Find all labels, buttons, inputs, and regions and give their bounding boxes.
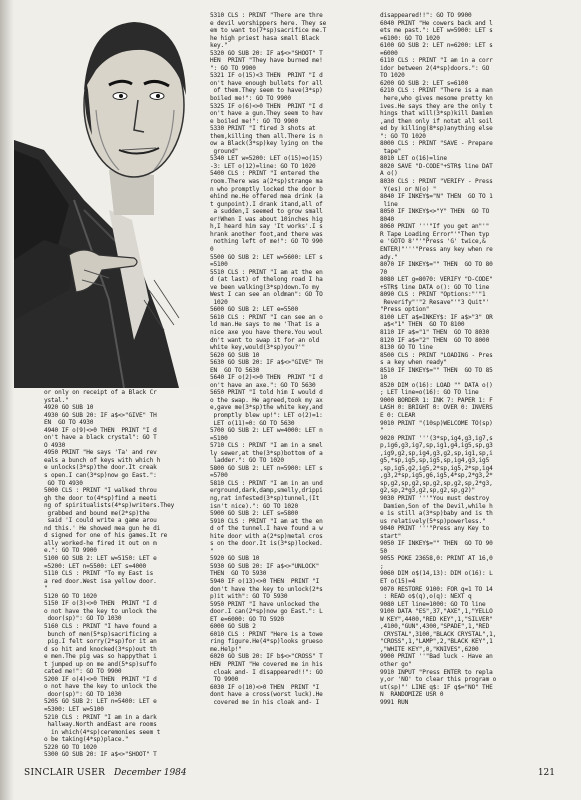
listing-line: 4920 GO SUB 10: [44, 404, 94, 412]
listing-line: sp,g2,sp,g2,sp,g2,sp,g2,sp,2*g3,: [380, 479, 493, 487]
listing-line: CRYSTAL",3100,"BLACK CRYSTAL",1,: [380, 630, 497, 638]
listing-line: ly sewer,at the(3*sp)bottom of a: [210, 449, 323, 457]
listing-line: ladder.": GO TO 1020: [210, 457, 284, 465]
listing-line: ets me past.": LET w=5900: LET s: [380, 27, 493, 35]
listing-line: e boiled me!": GO TO 9900: [210, 117, 298, 125]
listing-line: e is still a(3*sp)baby and is th: [380, 510, 493, 518]
listing-line: =5100: [210, 261, 228, 269]
listing-line: 9040 PRINT '''"Press any Key to: [380, 525, 490, 533]
listing-line: 6040 PRINT "He cowers back and l: [380, 19, 493, 27]
listing-line: h,I heard him say 'It works'.I s: [210, 223, 323, 231]
listing-line: line: [380, 200, 398, 208]
listing-line: ives.He says they are the only t: [380, 102, 493, 110]
listing-line: d (at last) of thelong road I ha: [210, 276, 323, 284]
listing-line: y,or 'NO' to clear this program o: [380, 676, 497, 684]
listing-line: key.": [210, 42, 228, 50]
listing-line: -3: LET o(12)=line: GO TO 1020: [210, 162, 316, 170]
listing-line: ": [44, 585, 48, 593]
listing-line: 6110 CLS : PRINT "I am in a corr: [380, 57, 493, 65]
listing-line: e devil worshippers here. They se: [210, 19, 327, 27]
listing-line: 5600 GO SUB 2: LET e=5500: [210, 306, 298, 314]
listing-line: of them.They seem to have(3*sp): [210, 87, 323, 95]
listing-line: W KEY",4400,"RED KEY",1,"SILVER": [380, 615, 493, 623]
listing-line: 5950 PRINT "I have unlocked the: [210, 600, 320, 608]
listing-line: ,ig9,g2,sp,ig4,g3,g2,sp,ig1,sp,i: [380, 449, 493, 457]
listing-line: d of the tunnel.I have found a w: [210, 525, 323, 533]
listing-line: o not have the key to unlock the: [44, 683, 157, 691]
page-number: 121: [537, 768, 555, 778]
listing-line: on't have enough bullets for all: [210, 79, 323, 87]
listing-line: 8020 SAVE "D-CODE"+STR$ line DAT: [380, 162, 493, 170]
listing-line: 6010 CLS : PRINT "Here is a towe: [210, 630, 323, 638]
listing-line: 6210 CLS : PRINT "There is a man: [380, 87, 493, 95]
listing-line: 8040 IF INKEY$="N" THEN GO TO 1: [380, 193, 493, 201]
listing-line: ET o(15)=4: [380, 578, 416, 586]
listing-line: ,"WHITE KEY",0,"KNIVES",6200: [380, 645, 479, 653]
listing-line: 5800 GO SUB 2: LET n=5900: LET s: [210, 464, 323, 472]
listing-line: LET o(11)=0: GO TO 5630: [210, 419, 295, 427]
listing-line: a$<"1" THEN GO TO 8100: [380, 321, 465, 329]
listing-line: ": [380, 427, 384, 435]
listing-line: 8510 IF INKEY$="" THEN GO TO 85: [380, 366, 493, 374]
listing-line: 8100 LET a$=INKEY$: IF a$>"3" OR: [380, 313, 493, 321]
listing-line: 5200 IF o(4)<>0 THEN PRINT "I d: [44, 675, 157, 683]
listing-line: erground,dark,damp,smelly,drippi: [210, 487, 323, 495]
listing-line: hite door with a(2*sp)metal cros: [210, 532, 323, 540]
listing-line: "CROSS",1,"LAMP",2,"BLACK KEY",1: [380, 638, 493, 646]
listing-line: 8080 LET g=8070: VERIFY "D-CODE": [380, 276, 493, 284]
listing-line: said 'I could write a game arou: [44, 517, 157, 525]
listing-line: us relatively(5*sp)powerless.": [380, 517, 486, 525]
listing-line: ;: [380, 562, 384, 570]
listing-line: 5210 CLS : PRINT "I am in a dark: [44, 713, 157, 721]
listing-line: nice axe you have there.You woul: [210, 328, 323, 336]
listing-line: +STR$ line DATA o(): GO TO line: [380, 283, 490, 291]
listing-line: Y(es) or N(o) ": [380, 185, 437, 193]
listing-line: 8090 CLS : PRINT "Options:"'"1: [380, 291, 486, 299]
listing-line: EN GO TO 4930: [44, 419, 94, 427]
listing-line: door.I can(2*sp)now go East.": L: [210, 608, 323, 616]
listing-line: Damien,Son of the Devil,while h: [380, 502, 493, 510]
listing-line: =5200: LET n=5500: LET s=4000: [44, 562, 147, 570]
listing-line: a sudden,I seemed to grow small: [210, 208, 323, 216]
listing-line: hallway.North andEast are rooms: [44, 721, 157, 729]
listing-line: or only on receipt of a Black Cr: [44, 389, 157, 396]
listing-line: 8520 DIM o(16): LOAD "" DATA o(): [380, 381, 493, 389]
listing-line: bunch of men(5*sp)sacrificing a: [44, 630, 157, 638]
listing-line: GO TO 4930: [44, 479, 83, 487]
listing-line: 5220 GO TO 1020: [44, 743, 97, 751]
listing-line: ve been walking(3*sp)down.To my: [210, 283, 320, 291]
listing-line: 5640 IF o(2)<>0 THEN PRINT "I d: [210, 374, 323, 382]
listing-line: t jumped up on me and(5*sp)suffo: [44, 660, 157, 668]
listing-line: 5320 GO SUB 20: IF a$<>"SHOOT" T: [210, 49, 323, 57]
listing-line: cated me!": GO TO 9900: [44, 668, 122, 676]
page-footer: [14, 768, 563, 782]
listing-line: ady.": [380, 253, 398, 261]
listing-line: dont have a cross(worst luck).He: [210, 691, 323, 699]
listing-line: ET e=6000: GO TO 5920: [210, 615, 284, 623]
listing-line: e 'GOTO 8'"'"Press 'G' twice,&: [380, 238, 486, 246]
listing-line: "Press option": [380, 306, 430, 314]
listing-line: 5300 GO SUB 20: IF a$<>"SHOOT" T: [44, 751, 157, 757]
listing-line: 5630 GO SUB 20: IF a$<>"GIVE" TH: [210, 359, 323, 367]
listing-line: 8110 IF a$="1" THEN GO TO 8030: [380, 328, 490, 336]
listing-line: 1020: [210, 298, 228, 306]
listing-line: TO 9900: [210, 676, 239, 684]
listing-line: Reverify"'"2 Resave"'"3 Quit"': [380, 298, 490, 306]
listing-line: 5400 CLS : PRINT "I entered the: [210, 170, 320, 178]
listing-line: eals a bunch of keys with which h: [44, 456, 161, 464]
listing-line: ,g3,2*sp,ig5,g6,ig5,4*sp,2*g3,2*: [380, 472, 493, 480]
listing-line: =6100: GO TO 1020: [380, 34, 440, 42]
listing-line: them,killing them all.There is n: [210, 132, 323, 140]
listing-line: start": [380, 532, 402, 540]
listing-line: cloak and- I disappeared!!": GO: [210, 668, 323, 676]
listing-line: 50: [380, 547, 388, 555]
listing-line: e.": GO TO 9900: [44, 547, 97, 555]
listing-line: ally worked-he fired it out on m: [44, 539, 157, 547]
listing-line: R Tape Loading Error"'"Then typ: [380, 230, 490, 238]
listing-line: ystal.": [44, 396, 69, 404]
listing-line: 5510 CLS : PRINT "I am at the en: [210, 268, 323, 276]
listing-line: 10: [380, 374, 388, 382]
listing-line: door(sp)": GO TO 1030: [44, 690, 122, 698]
listing-line: 9010 PRINT "(10sp)WELCOME TO(sp): [380, 419, 493, 427]
listing-line: 8010 LET o(16)=line: [380, 155, 447, 163]
listing-line: ng of spiritualists(4*sp)writers.They: [44, 502, 175, 510]
listing-line: West I can see an oldman": GO TO: [210, 291, 323, 299]
listing-line: TO 1020: [380, 72, 405, 80]
listing-line: ring figure.He(4*sp)looks grueso: [210, 638, 323, 646]
listing-line: 9060 DIM o$(14,13): DIM o(16): L: [380, 570, 493, 578]
listing-line: nothing left of me!": GO TO 990: [210, 238, 323, 246]
listing-line: hrank another foot,and there was: [210, 230, 323, 238]
listing-line: 5930 GO SUB 20: IF a$<>"UNLOCK": [210, 562, 320, 570]
listing-line: 5500 GO SUB 2: LET w=5600: LET s: [210, 253, 323, 261]
listing-line: g5,*sp,ig5,sp,ig5,sp,ig4,g3,ig5: [380, 457, 490, 465]
listing-line: ,4100,"GUN",4300,"SPADE",1,"RED: [380, 623, 490, 631]
pointing-man-illustration: [14, 0, 200, 388]
listing-line: 5000 CLS : PRINT "I walked throu: [44, 487, 157, 495]
listing-column-2: [210, 12, 368, 757]
listing-line: o the swap. He agreed,took my ax: [210, 396, 323, 404]
listing-line: tape": [380, 147, 402, 155]
listing-line: 6100 GO SUB 2: LET n=6200: LET s: [380, 42, 493, 50]
listing-line: here,who gives mesome pretty kn: [380, 95, 493, 103]
listing-line: idor between 2(4*sp)doors.": GO: [380, 64, 490, 72]
listing-line: 4950 PRINT "He says 'Ta' and rev: [44, 449, 157, 457]
listing-line: s a key when ready": [380, 359, 447, 367]
listing-line: 5710 CLS : PRINT "I am in a smel: [210, 442, 323, 450]
page-gutter: [0, 0, 14, 800]
listing-line: =5100: [210, 434, 228, 442]
listing-line: 6030 IF o(10)<>0 THEN PRINT "I: [210, 683, 320, 691]
listing-line: 5810 CLS : PRINT "I am in an und: [210, 479, 323, 487]
listing-line: 70: [380, 268, 388, 276]
listing-line: 4930 GO SUB 20: IF a$<>"GIVE" TH: [44, 411, 157, 419]
listing-line: : READ o$(q),o(q): NEXT q: [380, 593, 472, 601]
listing-line: EN GO TO 5630: [210, 366, 260, 374]
listing-line: e men.The pig was so happythat i: [44, 653, 157, 661]
listing-line: on't have an axe.": GO TO 5630: [210, 381, 316, 389]
listing-line: 5205 GO SUB 2: LET n=5400: LET e: [44, 698, 157, 706]
listing-column-1: [44, 389, 200, 757]
listing-line: =5300: LET w=5100: [44, 705, 104, 713]
listing-line: don't have the key to unlock(2*s: [210, 585, 323, 593]
listing-line: on't have a black crystal": GO T: [44, 434, 157, 442]
listing-line: E 0: CLEAR: [380, 411, 416, 419]
listing-line: e unlocks(3*sp)the door.It creak: [44, 464, 157, 472]
listing-line: 5120 GO TO 1020: [44, 592, 97, 600]
listing-line: ehind me.He offered mea drink (a: [210, 193, 323, 201]
listing-line: 8060 PRINT '''"If you get an"'": [380, 223, 490, 231]
listing-line: ed by killing(8*sp)anything else: [380, 125, 493, 133]
listing-line: t gunpoint).I drank itand,all of: [210, 200, 323, 208]
listing-line: 9100 DATA "ES",37,"AXE",1,"YELLO: [380, 608, 493, 616]
listing-line: ld man.He says to me 'That is a: [210, 321, 320, 329]
listing-line: 5150 IF o(3)<>0 THEN PRINT "I d: [44, 600, 157, 608]
listing-line: em to want to(7*sp)sacrifice me.T: [210, 27, 327, 35]
listing-line: d so hit and knocked(3*sp)out th: [44, 645, 157, 653]
listing-line: he high priest hasa small Black: [210, 34, 320, 42]
listing-line: covered me in his cloak and- I: [210, 698, 320, 706]
listing-line: 8040: [380, 215, 395, 223]
listing-line: 5110 CLS : PRINT "To my East is: [44, 570, 154, 578]
listing-line: other go": [380, 661, 412, 669]
listing-line: 9020 PRINT '''(3*sp,ig4,g3,ig7,s: [380, 434, 493, 442]
listing-line: O 4930: [44, 441, 66, 449]
listing-line: ng,rat infested(3*sp)tunnel,(It: [210, 495, 320, 502]
listing-line: 0: [210, 245, 214, 253]
listing-line: 5325 IF o(6)<>0 THEN PRINT "I d: [210, 102, 323, 110]
listing-line: p)it with": GO TO 5930: [210, 593, 288, 601]
listing-line: 9050 IF INKEY$="" THEN GO TO 90: [380, 540, 493, 548]
listing-line: =5700: [210, 472, 228, 480]
listing-line: 5610 CLS : PRINT "I can see an o: [210, 313, 323, 321]
listing-line: d signed for one of his games.It re: [44, 532, 168, 540]
listing-line: 9055 POKE 23658,0: PRINT AT 16,0: [380, 555, 493, 563]
listing-line: g2,sp,2*g3,g2,sp,g2,sp,g2)": [380, 487, 476, 495]
listing-line: me.Help!": [210, 645, 242, 653]
listing-line: 5160 CLS : PRINT "I have found a: [44, 622, 157, 630]
listing-line: HEN PRINT "They have burned me!: [210, 57, 323, 65]
listing-line: e,gave me(3*sp)the white key,and: [210, 404, 323, 412]
listing-line: 8050 IF INKEY$<>"Y" THEN GO TO: [380, 208, 490, 216]
listing-line: 9900 PRINT ''"Bad luck - Have an: [380, 653, 493, 661]
listing-line: =6000: [380, 49, 398, 57]
listing-line: boiled me!": GO TO 9900: [210, 95, 291, 103]
listing-line: 8500 CLS : PRINT "LOADING - Pres: [380, 351, 493, 359]
listing-line: 9030 PRINT '''"You must destroy: [380, 495, 490, 502]
listing-line: ut(sp)"' LINE q$: IF q$="NO" THE: [380, 683, 493, 691]
listing-line: 6200 GO SUB 2: LET s=6100: [380, 79, 468, 87]
listing-line: 5700 GO SUB 2: LET w=4000: LET n: [210, 427, 323, 435]
listing-line: 8130 GO TO line: [380, 344, 433, 352]
listing-line: hings that will(3*sp)kill Damien: [380, 110, 493, 118]
listing-line: a red door.West isa yellow door.: [44, 577, 157, 585]
listing-line: 9080 LET line=1000: GO TO line: [380, 600, 486, 608]
listing-line: 5620 GO SUB 10: [210, 351, 260, 359]
magazine-name: SINCLAIR USER: [24, 768, 106, 778]
listing-line: HEN PRINT "He covered me in his: [210, 661, 323, 669]
listing-line: 5900 GO SUB 2: LET s=5800: [210, 510, 298, 518]
listing-line: 9070 RESTORE 9100: FOR q=1 TO 14: [380, 585, 493, 593]
listing-line: white key,would(3*sp)you?'": [210, 344, 306, 352]
listing-line: o not have the key to unlock the: [44, 607, 157, 615]
listing-line: isn't nice).": GO TO 1020: [210, 502, 298, 510]
listing-line: N RANDOMIZE USR 0: [380, 691, 444, 699]
listing-line: 5340 LET w=5200: LET o(15)=o(15): [210, 155, 323, 163]
listing-line: ENTER)"'''"Press any key when re: [380, 245, 493, 253]
listing-line: 8070 IF INKEY$="" THEN GO TO 80: [380, 261, 493, 269]
listing-line: door(sp)": GO TO 1030: [44, 615, 122, 623]
listing-line: 5310 CLS : PRINT "There are thre: [210, 12, 323, 19]
listing-line: promptly blew up!": LET o(2)=1:: [210, 411, 323, 419]
listing-line: gh the door to(4*sp)find a meeti: [44, 494, 157, 502]
listing-line: LASH 0: BRIGHT 0: OVER 0: INVERS: [380, 404, 493, 412]
listing-line: in which(4*sp)ceremonies seem t: [44, 728, 161, 736]
listing-line: s open.I can(3*sp)now go East.":: [44, 472, 157, 480]
listing-line: A o(): [380, 170, 398, 178]
listing-line: 6020 GO SUB 20: IF b$<>"CROSS" T: [210, 653, 323, 661]
listing-line: pig.I felt sorry(2*sp)for it an: [44, 638, 157, 646]
listing-line: ": GO TO 1020: [380, 132, 426, 140]
listing-line: n who promptly locked the door b: [210, 185, 323, 193]
listing-line: er!When I was about 10inches hig: [210, 215, 323, 223]
listing-line: 8030 CLS : PRINT "VERIFY - Press: [380, 178, 493, 186]
listing-line: disappeared!!": GO TO 9900: [380, 12, 472, 19]
listing-line: grabbed and bound me(2*sp)the: [44, 509, 150, 517]
listing-line: ground": [210, 147, 239, 155]
listing-line: 8000 CLS : PRINT "SAVE - Prepare: [380, 140, 493, 148]
listing-line: ,and then only if notat all soil: [380, 117, 493, 125]
listing-column-3: [380, 12, 550, 757]
listing-line: p,ig6,g3,ig7,sp,ig1,g4,ig5,sp,g3: [380, 442, 493, 450]
listing-line: ,sp,ig5,g2,ig5,2*sp,ig5,2*sp,ig4: [380, 464, 493, 472]
listing-line: 5650 PRINT "I told him I would d: [210, 389, 323, 397]
listing-line: 5321 IF o(15)<3 THEN PRINT "I d: [210, 72, 323, 80]
listing-line: 6000 GO SUB 2: [210, 623, 256, 631]
listing-line: 5940 IF o(13)<>0 THEN PRINT "I: [210, 578, 320, 586]
issue-date: December 1984: [114, 768, 187, 778]
listing-line: 9910 INPUT "Press ENTER to repla: [380, 668, 493, 676]
listing-line: 5920 GO SUB 10: [210, 555, 260, 563]
listing-line: ; LET line=o(16): GO TO line: [380, 389, 479, 397]
listing-line: 5100 GO SUB 2: LET w=5150: LET e: [44, 555, 157, 563]
listing-line: 4940 IF o(9)<>0 THEN PRINT "I d: [44, 426, 157, 434]
listing-line: ow a Black(3*sp)key lying on the: [210, 140, 323, 148]
listing-line: dn't want to swap it for an old: [210, 336, 320, 344]
listing-line: nd this.' He showed mea gun he di: [44, 524, 161, 532]
listing-line: THEN GO TO 5930: [210, 570, 267, 578]
listing-line: o be taking(4*sp)place.": [44, 736, 129, 744]
listing-line: on't have a gun.They seem to hav: [210, 110, 323, 118]
listing-line: ": GO TO 9900: [210, 64, 256, 72]
listing-line: 9991 RUN: [380, 698, 409, 706]
listing-line: ": [210, 547, 214, 555]
listing-line: 5910 CLS : PRINT "I am at the en: [210, 517, 323, 525]
listing-line: 8120 IF a$="2" THEN GO TO 8000: [380, 336, 490, 344]
listing-line: room.There was a(2*sp)strange ma: [210, 178, 323, 186]
listing-line: 5330 PRINT "I fired 3 shots at: [210, 125, 316, 133]
listing-line: 9000 BORDER 1: INK 7: PAPER 1: F: [380, 396, 493, 404]
listing-line: s on the door.It is(3*sp)locked.: [210, 540, 323, 548]
